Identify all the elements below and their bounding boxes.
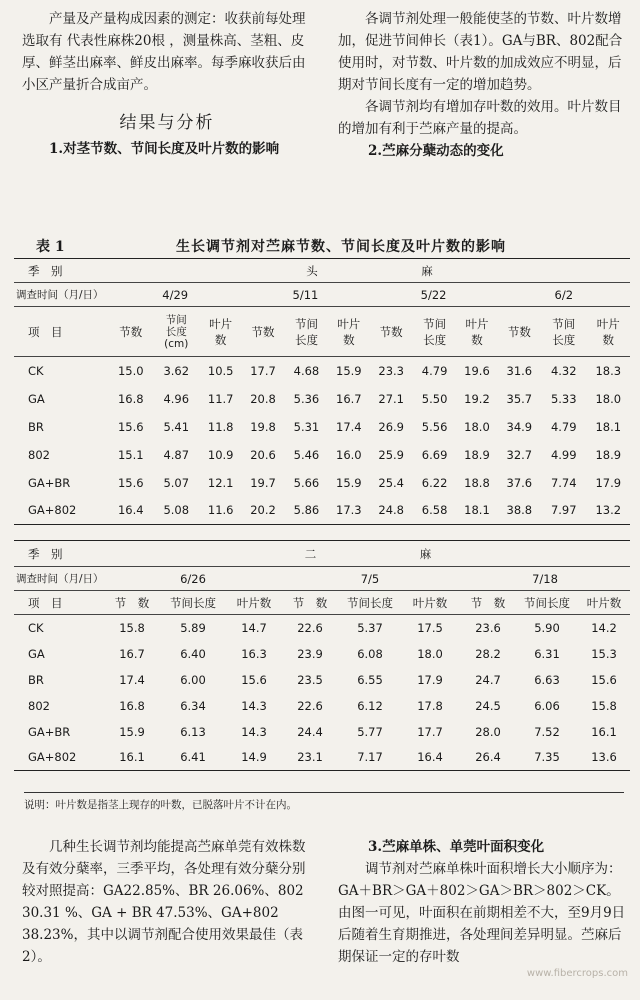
table-cell: 16.4 (109, 497, 152, 525)
table-cell: 20.6 (250, 447, 276, 462)
table-cell: 16.8 (119, 698, 145, 713)
row-label: CK (14, 615, 106, 641)
table-cell: 15.9 (119, 724, 145, 739)
table-cell: 38.8 (498, 497, 541, 525)
table-row (14, 413, 630, 441)
table-cell: 14.3 (241, 698, 267, 713)
table-cell: 26.9 (378, 419, 404, 434)
table-cell: 28.2 (475, 646, 501, 661)
table-cell: 5.31 (293, 419, 320, 434)
table-cell: 17.4 (336, 419, 362, 434)
col-internode (413, 307, 456, 357)
measurement-paragraph: 产量及产量构成因素的测定：收获前每处理 选取有 代表性麻株20根 ，测量株高、茎粗、皮厚、鲜茎出麻率、鲜皮出麻率。每季麻收获后由小区产量折合成亩产。 (22, 11, 306, 93)
table-cell: 16.4 (400, 745, 460, 771)
table-cell: 14.7 (228, 615, 280, 641)
col-leaf (328, 307, 369, 357)
table-cell: 5.46 (293, 447, 320, 462)
date-cell: 6/2 (498, 283, 630, 307)
col-internode: 节间长度 (516, 591, 578, 615)
row-label: 802 (28, 698, 50, 713)
col-internode: 节间长度 (158, 591, 228, 615)
table-cell: 6.34 (180, 698, 206, 713)
table-row (14, 693, 630, 719)
col-leaf-line2: 数 (214, 332, 227, 347)
season-row (14, 541, 630, 567)
table-cell: 18.1 (456, 497, 497, 525)
table-cell: 17.7 (241, 357, 284, 385)
col-internode: 节间长度 (340, 591, 400, 615)
table-cell: 32.7 (506, 447, 533, 462)
table-cell: 17.8 (417, 698, 443, 713)
table-row (14, 719, 630, 745)
item-label: 项 目 (14, 307, 109, 357)
table-cell: 5.50 (421, 391, 448, 406)
table-row (14, 641, 630, 667)
right-column-top (338, 8, 630, 162)
table-cell: 17.3 (328, 497, 369, 525)
table-cell: 19.7 (250, 475, 276, 490)
table-cell: 19.8 (250, 419, 276, 434)
table-cell: 6.31 (534, 646, 560, 661)
subheading-leaf-area: 3.苎麻单株、单莞叶面积变化 (368, 839, 545, 855)
season-label: 季 别 (14, 541, 106, 567)
leaf-count-paragraph: 各调节剂均有增加存叶数的效用。叶片数目的增加有利于苎麻产量的提高。 (338, 99, 622, 137)
table-title: 生长调节剂对苎麻节数、节间长度及叶片数的影响 (176, 239, 506, 255)
col-nodes: 节 数 (280, 591, 340, 615)
table-cell: 4.68 (285, 357, 328, 385)
table-cell: 18.9 (464, 447, 490, 462)
col-internode-line1: 节间 (552, 316, 576, 331)
table-cell: 15.0 (109, 357, 152, 385)
regulator-effect-paragraph: 各调节剂处理一般能使茎的节数、叶片数增加，促进节间伸长（表1）。GA与BR、802配合使用时，对节数、叶片数的加成效应不明显，后期对节间长度有一定的增加趋势。 (338, 11, 623, 93)
section-heading-results: 结果与分析 (119, 113, 215, 133)
table-cell: 11.7 (207, 391, 234, 406)
season-label: 季 别 (14, 259, 109, 283)
table-cell: 6.13 (180, 724, 206, 739)
row-label: BR (28, 419, 44, 434)
table-cell: 15.9 (336, 475, 362, 490)
table-cell: 7.97 (541, 497, 586, 525)
table-row (14, 745, 630, 771)
col-leaf-line1: 叶片 (209, 316, 233, 331)
table-cell: 3.62 (152, 357, 200, 385)
table-label: 表 1 (36, 239, 65, 255)
table-cell: 11.8 (207, 419, 234, 434)
table-row (14, 615, 630, 641)
col-internode (541, 307, 586, 357)
row-label: GA+BR (28, 724, 71, 739)
table-cell: 5.56 (421, 419, 448, 434)
col-leaf-line2: 数 (602, 332, 614, 347)
table-cell: 6.08 (357, 646, 383, 661)
table-row (14, 469, 630, 497)
table-cell: 6.55 (357, 672, 383, 687)
col-internode-line1: 节间 (294, 316, 318, 331)
col-internode-line2: 长度 (552, 332, 576, 347)
table-cell: 6.63 (534, 672, 560, 687)
date-cell: 4/29 (109, 283, 241, 307)
table-cell: 28.0 (475, 724, 501, 739)
col-internode-line1: 节间 (423, 316, 447, 331)
table-cell: 16.3 (241, 646, 267, 661)
table-cell: 15.8 (106, 615, 158, 641)
left-column-bottom (22, 836, 314, 968)
table-cell: 15.6 (117, 419, 144, 434)
date-cell: 7/5 (280, 567, 460, 591)
table-cell: 10.9 (207, 447, 234, 462)
table-cell: 16.8 (117, 391, 144, 406)
table-cell: 31.6 (498, 357, 541, 385)
date-cell: 6/26 (106, 567, 280, 591)
table-cell: 4.79 (550, 419, 577, 434)
table-cell: 5.66 (293, 475, 320, 490)
table-cell: 35.7 (506, 391, 533, 406)
table-cell: 18.8 (464, 475, 490, 490)
table-cell: 23.6 (460, 615, 516, 641)
table-cell: 18.0 (417, 646, 443, 661)
col-nodes: 节数 (369, 307, 412, 357)
table-cell: 6.06 (534, 698, 560, 713)
table-cell: 17.7 (417, 724, 443, 739)
table-cell: 7.52 (534, 724, 560, 739)
table-cell: 18.3 (587, 357, 631, 385)
table-cell: 24.8 (369, 497, 412, 525)
date-cell: 5/11 (241, 283, 369, 307)
table-cell: 16.1 (591, 724, 617, 739)
table-cell: 23.1 (280, 745, 340, 771)
watermark: www.fibercrops.com (526, 968, 628, 979)
table-cell: 5.89 (158, 615, 228, 641)
col-nodes: 节数 (498, 307, 541, 357)
table-cell: 15.6 (241, 672, 267, 687)
table-cell: 5.33 (550, 391, 577, 406)
col-leaf: 叶片数 (228, 591, 280, 615)
table-cell: 5.41 (163, 419, 190, 434)
table-cell: 5.08 (152, 497, 200, 525)
table-cell: 11.6 (200, 497, 241, 525)
col-nodes: 节 数 (460, 591, 516, 615)
col-leaf (456, 307, 497, 357)
table-first-season-body (14, 357, 630, 525)
table-row (14, 497, 630, 525)
date-cell: 5/22 (369, 283, 497, 307)
col-internode-line2: 长度 (294, 332, 318, 347)
table-cell: 6.12 (357, 698, 383, 713)
col-internode-line2: 长度 (423, 332, 447, 347)
season-second-name: 二 麻 (106, 541, 630, 567)
col-internode-line2: 长度 (165, 325, 187, 338)
table-cell: 23.3 (369, 357, 412, 385)
subheading-nodes-internode: 1.对茎节数、节间长度及叶片数的影响 (49, 141, 280, 157)
col-internode (285, 307, 328, 357)
table-cell: 6.00 (180, 672, 206, 687)
tiller-paragraph: 几种生长调节剂均能提高苎麻单莞有效株数及有效分蘖率，三季平均，各处理有效分蘖分别较对照提高：GA22.85%、BR 26.06%、802 30.31 %、GA + BR 47.53%、GA+802 38.23%，其中以调节剂配合使用效果最佳（表2）。 (22, 839, 306, 965)
table-cell: 14.3 (241, 724, 267, 739)
col-leaf (200, 307, 241, 357)
table-cell: 5.90 (516, 615, 578, 641)
table-row (14, 385, 630, 413)
table-cell: 4.87 (163, 447, 190, 462)
table-cell: 6.58 (413, 497, 456, 525)
table-cell: 16.1 (106, 745, 158, 771)
table-cell: 27.1 (378, 391, 404, 406)
col-leaf-line1: 叶片 (465, 316, 489, 331)
table-cell: 6.69 (421, 447, 448, 462)
table-cell: 16.7 (336, 391, 362, 406)
table-cell: 17.4 (119, 672, 145, 687)
table-cell: 7.35 (516, 745, 578, 771)
table-cell: 22.6 (297, 698, 323, 713)
table-cell: 15.6 (591, 672, 617, 687)
date-row (14, 283, 630, 307)
col-leaf-line2: 数 (471, 332, 483, 347)
table-cell: 5.37 (340, 615, 400, 641)
col-internode-line1: 节间 (165, 313, 187, 326)
table-cell: 7.17 (340, 745, 400, 771)
table-cell: 19.6 (456, 357, 497, 385)
col-leaf (587, 307, 631, 357)
table-cell: 15.9 (328, 357, 369, 385)
table-row (14, 441, 630, 469)
table-cell: 13.2 (587, 497, 631, 525)
table-cell: 20.2 (241, 497, 284, 525)
right-column-bottom (338, 836, 630, 968)
table-cell: 37.6 (506, 475, 533, 490)
table-cell: 22.6 (280, 615, 340, 641)
col-leaf: 叶片数 (578, 591, 630, 615)
table-cell: 4.32 (541, 357, 586, 385)
table-cell: 16.0 (336, 447, 362, 462)
col-leaf-line1: 叶片 (596, 316, 620, 331)
col-nodes: 节数 (241, 307, 284, 357)
table-cell: 17.5 (400, 615, 460, 641)
table-cell: 23.9 (297, 646, 323, 661)
row-label: BR (28, 672, 44, 687)
table-cell: 4.79 (413, 357, 456, 385)
table-cell: 5.77 (357, 724, 383, 739)
table-cell: 24.4 (297, 724, 323, 739)
date-label: 调查时间（月/日） (14, 283, 109, 307)
row-label: GA+802 (14, 497, 109, 525)
column-header-row (14, 591, 630, 615)
table-cell: 26.4 (460, 745, 516, 771)
table-cell: 12.1 (207, 475, 234, 490)
table-cell: 19.2 (464, 391, 490, 406)
row-label: GA (28, 646, 45, 661)
table-cell: 4.96 (163, 391, 190, 406)
table-cell: 4.99 (550, 447, 577, 462)
table-cell: 17.9 (595, 475, 622, 490)
row-label: GA+BR (28, 475, 71, 490)
date-label: 调查时间（月/日） (14, 567, 106, 591)
table-cell: 25.4 (378, 475, 404, 490)
table-cell: 6.40 (180, 646, 206, 661)
col-nodes: 节数 (109, 307, 152, 357)
table-cell: 6.22 (421, 475, 448, 490)
table-cell: 24.5 (475, 698, 501, 713)
col-leaf: 叶片数 (400, 591, 460, 615)
table-cell: 18.0 (595, 391, 622, 406)
table-cell: 6.41 (158, 745, 228, 771)
season-first-name: 头 麻 (109, 259, 630, 283)
table-cell: 17.9 (417, 672, 443, 687)
leaf-area-paragraph: 调节剂对苎麻单株叶面积增长大小顺序为：GA＋BR＞GA＋802＞GA＞BR＞802＞CK。由图一可见，叶面积在前期相差不大，至9月9日后随着生育期推进，各处理间差异明显。苎麻后期保证一定的存叶数 (338, 861, 626, 965)
table-cell: 14.9 (228, 745, 280, 771)
table-cell: 15.6 (117, 475, 144, 490)
table-first-season (14, 258, 630, 525)
table-cell: 5.86 (285, 497, 328, 525)
season-row (14, 259, 630, 283)
table-cell: 5.36 (293, 391, 320, 406)
table-second-season (14, 540, 630, 771)
left-column-top (22, 8, 312, 160)
col-nodes: 节 数 (106, 591, 158, 615)
table-cell: 15.8 (591, 698, 617, 713)
row-label: 802 (28, 447, 50, 462)
table-row (14, 357, 630, 385)
table-note: 说明：叶片数是指茎上现存的叶数，已脱落叶片不计在内。 (24, 792, 624, 812)
table-cell: 15.3 (591, 646, 617, 661)
subheading-tiller-dynamics: 2.苎麻分蘖动态的变化 (368, 143, 504, 159)
table-second-season-body (14, 615, 630, 771)
date-row (14, 567, 630, 591)
table-cell: 20.8 (250, 391, 276, 406)
table-cell: 34.9 (506, 419, 533, 434)
table-cell: 18.1 (595, 419, 622, 434)
table-cell: 14.2 (578, 615, 630, 641)
table-cell: 23.5 (297, 672, 323, 687)
row-label: CK (14, 357, 109, 385)
table-cell: 18.0 (464, 419, 490, 434)
table-cell: 25.9 (378, 447, 404, 462)
table-cell: 16.7 (119, 646, 145, 661)
col-internode (152, 307, 200, 357)
table-cell: 7.74 (550, 475, 577, 490)
item-label: 项 目 (14, 591, 106, 615)
table-cell: 18.9 (595, 447, 622, 462)
date-cell: 7/18 (460, 567, 630, 591)
col-internode-unit: (cm) (164, 337, 189, 350)
col-leaf-line2: 数 (343, 332, 355, 347)
table-cell: 5.07 (163, 475, 190, 490)
col-leaf-line1: 叶片 (337, 316, 361, 331)
table-cell: 15.1 (117, 447, 144, 462)
row-label: GA+802 (14, 745, 106, 771)
table-cell: 24.7 (475, 672, 501, 687)
table-row (14, 667, 630, 693)
table-cell: 13.6 (578, 745, 630, 771)
row-label: GA (28, 391, 45, 406)
table-cell: 10.5 (200, 357, 241, 385)
column-header-row (14, 307, 630, 357)
